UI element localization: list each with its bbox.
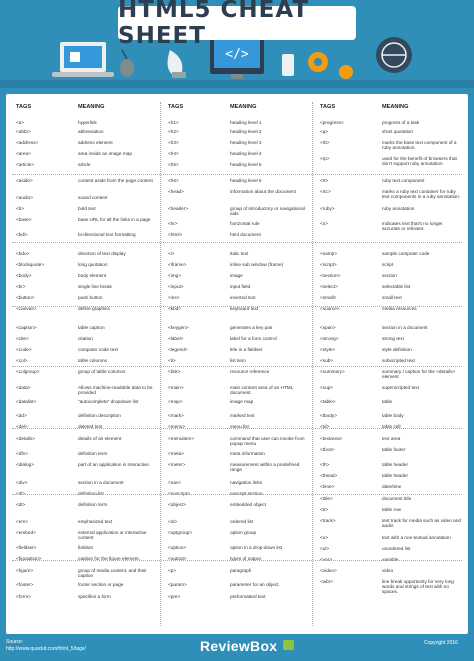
column-2 bbox=[166, 94, 312, 634]
tag-name: <bdo> bbox=[16, 251, 30, 256]
tag-name: <ul> bbox=[320, 546, 330, 551]
tag-name: <tr> bbox=[320, 507, 329, 512]
tag-meaning: used for the benefit of browsers that don't support ruby annotation bbox=[382, 156, 457, 167]
column-header-meaning: MEANING bbox=[230, 104, 257, 110]
tag-meaning: bi-directional text formatting bbox=[78, 232, 136, 237]
tag-name: <optgroup> bbox=[168, 530, 192, 535]
tag-name: <details> bbox=[16, 436, 36, 441]
tag-meaning: definition list bbox=[78, 491, 104, 496]
tag-meaning: body element bbox=[78, 273, 107, 278]
tag-meaning: definition term bbox=[78, 502, 108, 507]
tag-meaning: text area bbox=[382, 436, 401, 441]
tag-meaning: style definition bbox=[382, 347, 412, 352]
tag-meaning: definition description bbox=[78, 413, 121, 418]
tag-meaning: information about the document bbox=[230, 189, 296, 194]
tag-meaning: direction of text display bbox=[78, 251, 126, 256]
tag-meaning: external application or interactive content bbox=[78, 530, 147, 541]
tag-meaning: option in a drop-down list bbox=[230, 545, 283, 550]
title-banner bbox=[118, 0, 356, 49]
tag-name: <pre> bbox=[168, 594, 181, 599]
tag-meaning: progress of a task bbox=[382, 120, 420, 125]
tag-name: <nav> bbox=[168, 480, 182, 485]
tag-name: <h2> bbox=[168, 129, 179, 134]
tag-meaning: resource reference bbox=[230, 369, 270, 374]
tag-meaning: subscripted text bbox=[382, 358, 415, 363]
tag-name: <object> bbox=[168, 502, 186, 507]
tag-meaning: strong text bbox=[382, 336, 404, 341]
tag-meaning: image map bbox=[230, 399, 254, 404]
tag-name: <title> bbox=[320, 496, 333, 501]
tag-meaning: main content area of an HTML document. bbox=[230, 385, 294, 396]
tag-name: <data> bbox=[16, 385, 31, 390]
tag-meaning: group of media content, and their caption bbox=[78, 568, 147, 579]
tag-name: <p> bbox=[168, 568, 177, 573]
tag-meaning: heading level 4 bbox=[230, 151, 262, 156]
tag-meaning: title in a fieldset bbox=[230, 347, 263, 352]
tag-name: <s> bbox=[320, 221, 328, 226]
column-header-tags: TAGS bbox=[16, 104, 32, 110]
column-header-tags: TAGS bbox=[168, 104, 184, 110]
group-divider bbox=[12, 174, 462, 175]
tag-name: <dialog> bbox=[16, 462, 34, 467]
tag-meaning: area inside an image map bbox=[78, 151, 132, 156]
tag-name: <rtc> bbox=[320, 189, 331, 194]
tag-name: <th> bbox=[320, 462, 330, 467]
tag-meaning: "autocomplete" dropdown list bbox=[78, 399, 139, 404]
tag-meaning: heading level 3 bbox=[230, 140, 262, 145]
column-header-meaning: MEANING bbox=[382, 104, 409, 110]
tag-name: <meta> bbox=[168, 451, 184, 456]
tag-name: <tbody> bbox=[320, 413, 337, 418]
tag-meaning: video bbox=[382, 568, 394, 573]
tag-name: <wbr> bbox=[320, 579, 334, 584]
tag-meaning: unordered list bbox=[382, 546, 411, 551]
tag-meaning: bold text bbox=[78, 206, 96, 211]
tag-name: <col> bbox=[16, 358, 28, 363]
tag-meaning: preformatted text bbox=[230, 594, 266, 599]
tag-name: <address> bbox=[16, 140, 39, 145]
tag-name: <form> bbox=[16, 594, 31, 599]
tag-name: <i> bbox=[168, 251, 175, 256]
tag-name: <label> bbox=[168, 336, 184, 341]
tag-name: <canvas> bbox=[16, 306, 37, 311]
column-header-tags: TAGS bbox=[320, 104, 336, 110]
tag-name: <blockquote> bbox=[16, 262, 45, 267]
tag-name: <thead> bbox=[320, 473, 338, 478]
tag-meaning: label for a form control bbox=[230, 336, 277, 341]
tag-name: <a> bbox=[16, 120, 25, 125]
tag-meaning: abbreviation bbox=[78, 129, 104, 134]
tag-name: <caption> bbox=[16, 325, 37, 330]
tag-name: <dd> bbox=[16, 413, 27, 418]
tag-meaning: table header bbox=[382, 462, 409, 467]
tag-meaning: deleted text bbox=[78, 424, 103, 429]
tag-name: <ruby> bbox=[320, 206, 335, 211]
tag-meaning: section in a document bbox=[78, 480, 124, 485]
laptop-icon bbox=[52, 42, 114, 77]
tag-meaning: paragraph bbox=[230, 568, 252, 573]
gears-icon bbox=[308, 52, 353, 79]
tag-meaning: image bbox=[230, 273, 243, 278]
globe-icon bbox=[376, 37, 412, 73]
tag-name: <menuitem> bbox=[168, 436, 195, 441]
tag-name: <legend> bbox=[168, 347, 188, 352]
tag-name: <input> bbox=[168, 284, 184, 289]
tag-name: <samp> bbox=[320, 251, 337, 256]
tag-meaning: table columns bbox=[78, 358, 107, 363]
tag-name: <datalist> bbox=[16, 399, 37, 404]
tag-name: <br> bbox=[16, 284, 26, 289]
tag-meaning: horizontal rule bbox=[230, 221, 260, 226]
brand-logo: ReviewBox bbox=[200, 638, 278, 654]
cheat-sheet-card bbox=[6, 94, 468, 634]
tag-name: <div> bbox=[16, 480, 28, 485]
tag-name: <base> bbox=[16, 217, 32, 222]
mouse-icon bbox=[120, 50, 134, 77]
tag-meaning: content aside from the page content bbox=[78, 178, 153, 183]
tag-meaning: command that user can invoke from popup menu bbox=[230, 436, 305, 447]
group-divider bbox=[12, 560, 462, 561]
group-divider bbox=[12, 428, 462, 429]
tag-meaning: heading level 1 bbox=[230, 120, 262, 125]
tag-meaning: ruby annotation bbox=[382, 206, 415, 211]
tag-meaning: date/time bbox=[382, 484, 402, 489]
tag-name: <mark> bbox=[168, 413, 184, 418]
tag-meaning: section bbox=[382, 273, 397, 278]
tag-name: <fieldset> bbox=[16, 545, 37, 550]
tag-meaning: single line break bbox=[78, 284, 112, 289]
tag-name: <link> bbox=[168, 369, 181, 374]
tag-name: <track> bbox=[320, 518, 336, 523]
tag-meaning: emphasized text bbox=[78, 519, 113, 524]
tag-meaning: navigation links bbox=[230, 480, 263, 485]
tag-name: <meter> bbox=[168, 462, 186, 467]
tag-meaning: base URL for all the links in a page bbox=[78, 217, 151, 222]
tag-name: <var> bbox=[320, 557, 332, 562]
tag-meaning: script bbox=[382, 262, 394, 267]
tag-name: <area> bbox=[16, 151, 31, 156]
header-ground bbox=[0, 80, 474, 88]
tag-name: <time> bbox=[320, 484, 335, 489]
tag-meaning: table header bbox=[382, 473, 409, 478]
tag-name: <output> bbox=[168, 556, 187, 561]
tag-meaning: table body bbox=[382, 413, 404, 418]
tag-name: <kbd> bbox=[168, 306, 182, 311]
tag-meaning: footer section or page bbox=[78, 582, 124, 587]
tag-name: <h6> bbox=[168, 178, 179, 183]
tag-meaning: group of table columns bbox=[78, 369, 126, 374]
tag-meaning: Indicates text that's no longer accurate or relevant. bbox=[382, 221, 443, 232]
tag-name: <button> bbox=[16, 295, 35, 300]
tag-name: <audio> bbox=[16, 195, 33, 200]
tag-name: <b> bbox=[16, 206, 25, 211]
tag-meaning: meta information bbox=[230, 451, 265, 456]
tag-meaning: italic text bbox=[230, 251, 249, 256]
tag-meaning: table cell bbox=[382, 424, 401, 429]
tag-name: <dfn> bbox=[16, 451, 28, 456]
tag-name: <menu> bbox=[168, 424, 186, 429]
tag-name: <textarea> bbox=[320, 436, 343, 441]
tag-meaning: parameter for an object. bbox=[230, 582, 280, 587]
tag-meaning: keyboard text bbox=[230, 306, 259, 311]
tag-meaning: noscript section bbox=[230, 491, 263, 496]
tag-name: <bdi> bbox=[16, 232, 28, 237]
tag-meaning: long quotation bbox=[78, 262, 108, 267]
tag-meaning: computer code text bbox=[78, 347, 118, 352]
tag-name: <dl> bbox=[16, 491, 26, 496]
tag-name: <hr> bbox=[168, 221, 178, 226]
tag-name: <head> bbox=[168, 189, 184, 194]
tag-meaning: heading level 6 bbox=[230, 178, 262, 183]
tag-name: <source> bbox=[320, 306, 340, 311]
tag-meaning: table bbox=[382, 399, 393, 404]
tag-name: <rb> bbox=[320, 140, 330, 145]
column-divider bbox=[312, 102, 313, 626]
tag-meaning: types of output bbox=[230, 556, 261, 561]
page-title: HTML5 CHEAT SHEET bbox=[118, 0, 310, 49]
tag-name: <iframe> bbox=[168, 262, 187, 267]
tag-name: <img> bbox=[168, 273, 182, 278]
tag-meaning: short quotation bbox=[382, 129, 414, 134]
tag-meaning: push button bbox=[78, 295, 103, 300]
tag-name: <sub> bbox=[320, 358, 334, 363]
tag-meaning: ruby text component bbox=[382, 178, 425, 183]
svg-text:</>: </> bbox=[225, 47, 249, 62]
copyright: Copyright 2016 bbox=[424, 640, 458, 646]
tag-meaning: Allows machine-readable data to be provided bbox=[78, 385, 153, 396]
footer bbox=[0, 634, 474, 661]
tag-meaning: embedded object bbox=[230, 502, 266, 507]
tag-name: <dt> bbox=[16, 502, 26, 507]
tag-meaning: heading level 2 bbox=[230, 129, 262, 134]
tag-meaning: line break opportunity for very long words and strings of text with no spaces. bbox=[382, 579, 454, 595]
tag-meaning: inline sub window (frame) bbox=[230, 262, 284, 267]
tag-name: <small> bbox=[320, 295, 337, 300]
tag-meaning: details of an element bbox=[78, 436, 122, 441]
tag-meaning: specifies a form bbox=[78, 594, 111, 599]
tag-meaning: option group bbox=[230, 530, 257, 535]
tag-name: <strong> bbox=[320, 336, 339, 341]
tag-meaning: group of introductory or navigational aids bbox=[230, 206, 305, 217]
tag-name: <cite> bbox=[16, 336, 29, 341]
tag-meaning: menu list bbox=[230, 424, 249, 429]
tag-name: <code> bbox=[16, 347, 32, 352]
column-divider bbox=[160, 102, 161, 626]
tag-meaning: measurement within a predefined range bbox=[230, 462, 300, 473]
tag-name: <article> bbox=[16, 162, 34, 167]
tag-meaning: fieldset bbox=[78, 545, 93, 550]
tag-name: <ins> bbox=[168, 295, 180, 300]
column-1 bbox=[14, 94, 160, 634]
tag-meaning: media resources bbox=[382, 306, 417, 311]
brand-check-icon bbox=[283, 640, 294, 650]
tag-name: <progress> bbox=[320, 120, 344, 125]
tag-meaning: citation bbox=[78, 336, 93, 341]
tag-name: <li> bbox=[168, 358, 176, 363]
tag-name: <main> bbox=[168, 385, 184, 390]
tag-meaning: marked text bbox=[230, 413, 255, 418]
tag-name: <option> bbox=[168, 545, 187, 550]
tag-name: <table> bbox=[320, 399, 336, 404]
tag-meaning: variable bbox=[382, 557, 399, 562]
header bbox=[0, 0, 474, 88]
tag-name: <summary> bbox=[320, 369, 345, 374]
tag-meaning: small text bbox=[382, 295, 402, 300]
tag-name: <ol> bbox=[168, 519, 178, 524]
tag-meaning: inserted text bbox=[230, 295, 256, 300]
group-divider bbox=[12, 366, 462, 367]
tag-meaning: heading level 5 bbox=[230, 162, 262, 167]
tag-name: <h5> bbox=[168, 162, 179, 167]
tag-meaning: summary / caption for the <details> element bbox=[382, 369, 456, 380]
tag-meaning: marks a ruby text container for ruby text components in a ruby annotation. bbox=[382, 189, 461, 200]
tag-meaning: generates a key pair bbox=[230, 325, 273, 330]
tag-meaning: hyperlink bbox=[78, 120, 97, 125]
tag-name: <figure> bbox=[16, 568, 34, 573]
tag-meaning: address element bbox=[78, 140, 113, 145]
tag-meaning: define graphics bbox=[78, 306, 110, 311]
tag-meaning: ordered list bbox=[230, 519, 254, 524]
group-divider bbox=[12, 242, 462, 243]
tag-name: <rp> bbox=[320, 156, 330, 161]
tag-name: <select> bbox=[320, 284, 338, 289]
satellite-dish-icon bbox=[168, 50, 186, 78]
tag-name: <style> bbox=[320, 347, 336, 352]
source-url[interactable]: http://www.quackit.com/html_5/tags/ bbox=[6, 646, 86, 652]
tag-meaning: table footer bbox=[382, 447, 406, 452]
tag-name: <param> bbox=[168, 582, 187, 587]
tag-name: <script> bbox=[320, 262, 337, 267]
tag-name: <colgroup> bbox=[16, 369, 40, 374]
tag-meaning: list item bbox=[230, 358, 246, 363]
tag-name: <q> bbox=[320, 129, 329, 134]
tag-meaning: marks the base text component of a ruby annotation. bbox=[382, 140, 457, 151]
tag-name: <sup> bbox=[320, 385, 334, 390]
tag-meaning: table row bbox=[382, 507, 402, 512]
tag-name: <td> bbox=[320, 424, 330, 429]
tag-meaning: html document bbox=[230, 232, 261, 237]
tag-name: <section> bbox=[320, 273, 341, 278]
tag-name: <del> bbox=[16, 424, 28, 429]
tag-meaning: text track for media such as video and audio bbox=[382, 518, 461, 529]
group-divider bbox=[12, 306, 462, 307]
tag-meaning: table caption bbox=[78, 325, 105, 330]
tag-meaning: superscripted text bbox=[382, 385, 419, 390]
tag-name: <abbr> bbox=[16, 129, 31, 134]
tag-name: <embed> bbox=[16, 530, 36, 535]
tag-name: <body> bbox=[16, 273, 32, 278]
tag-name: <figcaption> bbox=[16, 556, 42, 561]
source-label: Source: bbox=[6, 639, 24, 645]
column-header-meaning: MEANING bbox=[78, 104, 105, 110]
tag-name: <tfoot> bbox=[320, 447, 335, 452]
tag-name: <html> bbox=[168, 232, 183, 237]
tag-name: <map> bbox=[168, 399, 183, 404]
tag-meaning: input field bbox=[230, 284, 251, 289]
tag-name: <noscript> bbox=[168, 491, 190, 496]
tag-name: <h3> bbox=[168, 140, 179, 145]
tag-name: <u> bbox=[320, 535, 329, 540]
tag-meaning: sample computer code bbox=[382, 251, 430, 256]
tag-name: <span> bbox=[320, 325, 336, 330]
tag-meaning: section in a document bbox=[382, 325, 428, 330]
tag-name: <rt> bbox=[320, 178, 329, 183]
tag-name: <keygen> bbox=[168, 325, 189, 330]
group-divider bbox=[12, 494, 462, 495]
tag-meaning: caption for the figure element. bbox=[78, 556, 141, 561]
tag-meaning: selectable list bbox=[382, 284, 411, 289]
tag-name: <header> bbox=[168, 206, 189, 211]
tag-name: <footer> bbox=[16, 582, 34, 587]
tag-name: <h1> bbox=[168, 120, 179, 125]
tag-meaning: definition term bbox=[78, 451, 108, 456]
tag-meaning: article bbox=[78, 162, 91, 167]
mobile-icon bbox=[282, 54, 294, 76]
column-3 bbox=[318, 94, 464, 634]
tag-name: <aside> bbox=[16, 178, 33, 183]
tag-meaning: part of an application is interactive. bbox=[78, 462, 151, 467]
tag-name: <video> bbox=[320, 568, 337, 573]
tag-meaning: sound content bbox=[78, 195, 108, 200]
tag-meaning: document title bbox=[382, 496, 412, 501]
tag-name: <h4> bbox=[168, 151, 179, 156]
source-block bbox=[6, 639, 86, 653]
tag-name: <em> bbox=[16, 519, 28, 524]
tag-meaning: text with a non-textual annotation bbox=[382, 535, 451, 540]
